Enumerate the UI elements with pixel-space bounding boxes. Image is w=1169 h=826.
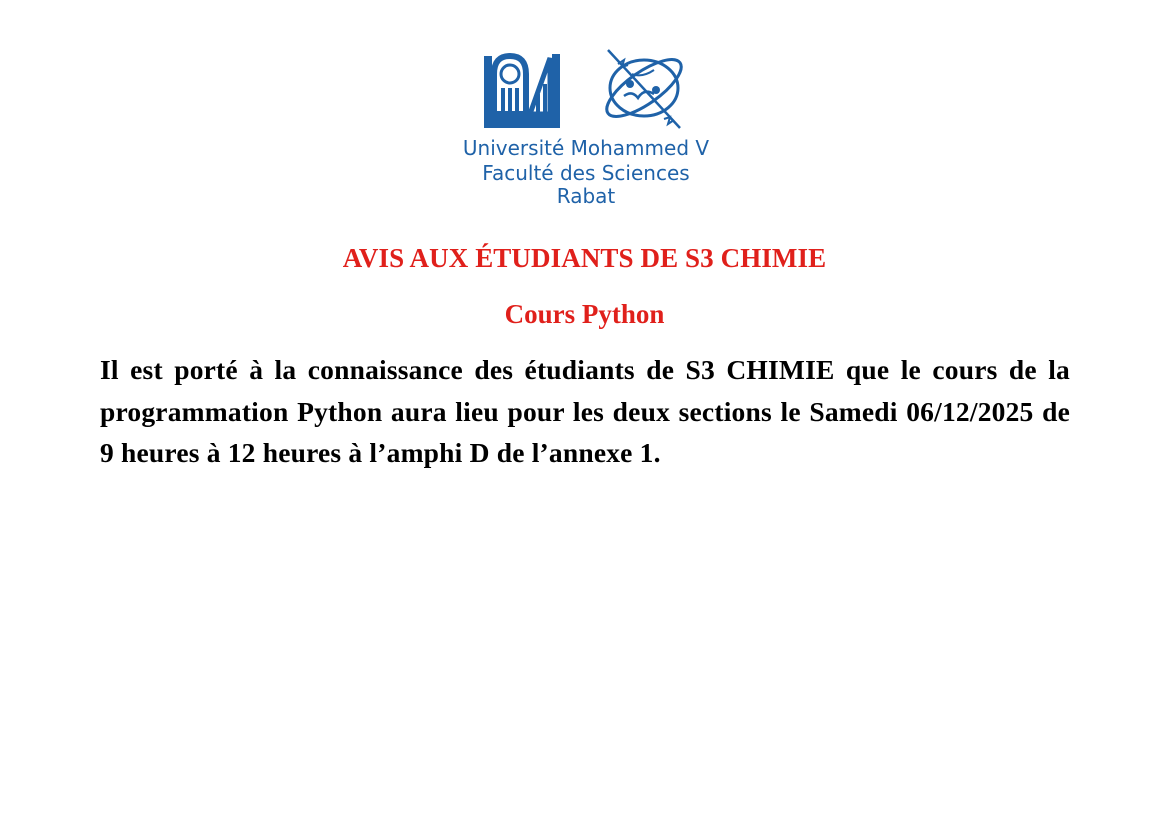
svg-text:Université Mohammed V: Université Mohammed V [462, 136, 710, 160]
atom-orbit-icon [599, 50, 689, 128]
svg-text:Rabat: Rabat [556, 184, 616, 208]
notice-title: AVIS AUX ÉTUDIANTS DE S3 CHIMIE [342, 243, 827, 273]
notice-body: Il est porté à la connaissance des étudiants de S3 CHIMIE que le cours de la programmation Python aura lieu pour les deux sections le Samedi 06/12/2025 de 9 heures à 12 heures à l’amphi D de l’annexe 1. [100, 354, 1070, 468]
svg-text:Faculté des Sciences: Faculté des Sciences [482, 161, 690, 185]
university-logo [418, 44, 754, 208]
arch-emblem-icon [484, 54, 560, 128]
notice-subtitle: Cours Python [504, 299, 665, 329]
logo-wordmark [463, 136, 709, 208]
